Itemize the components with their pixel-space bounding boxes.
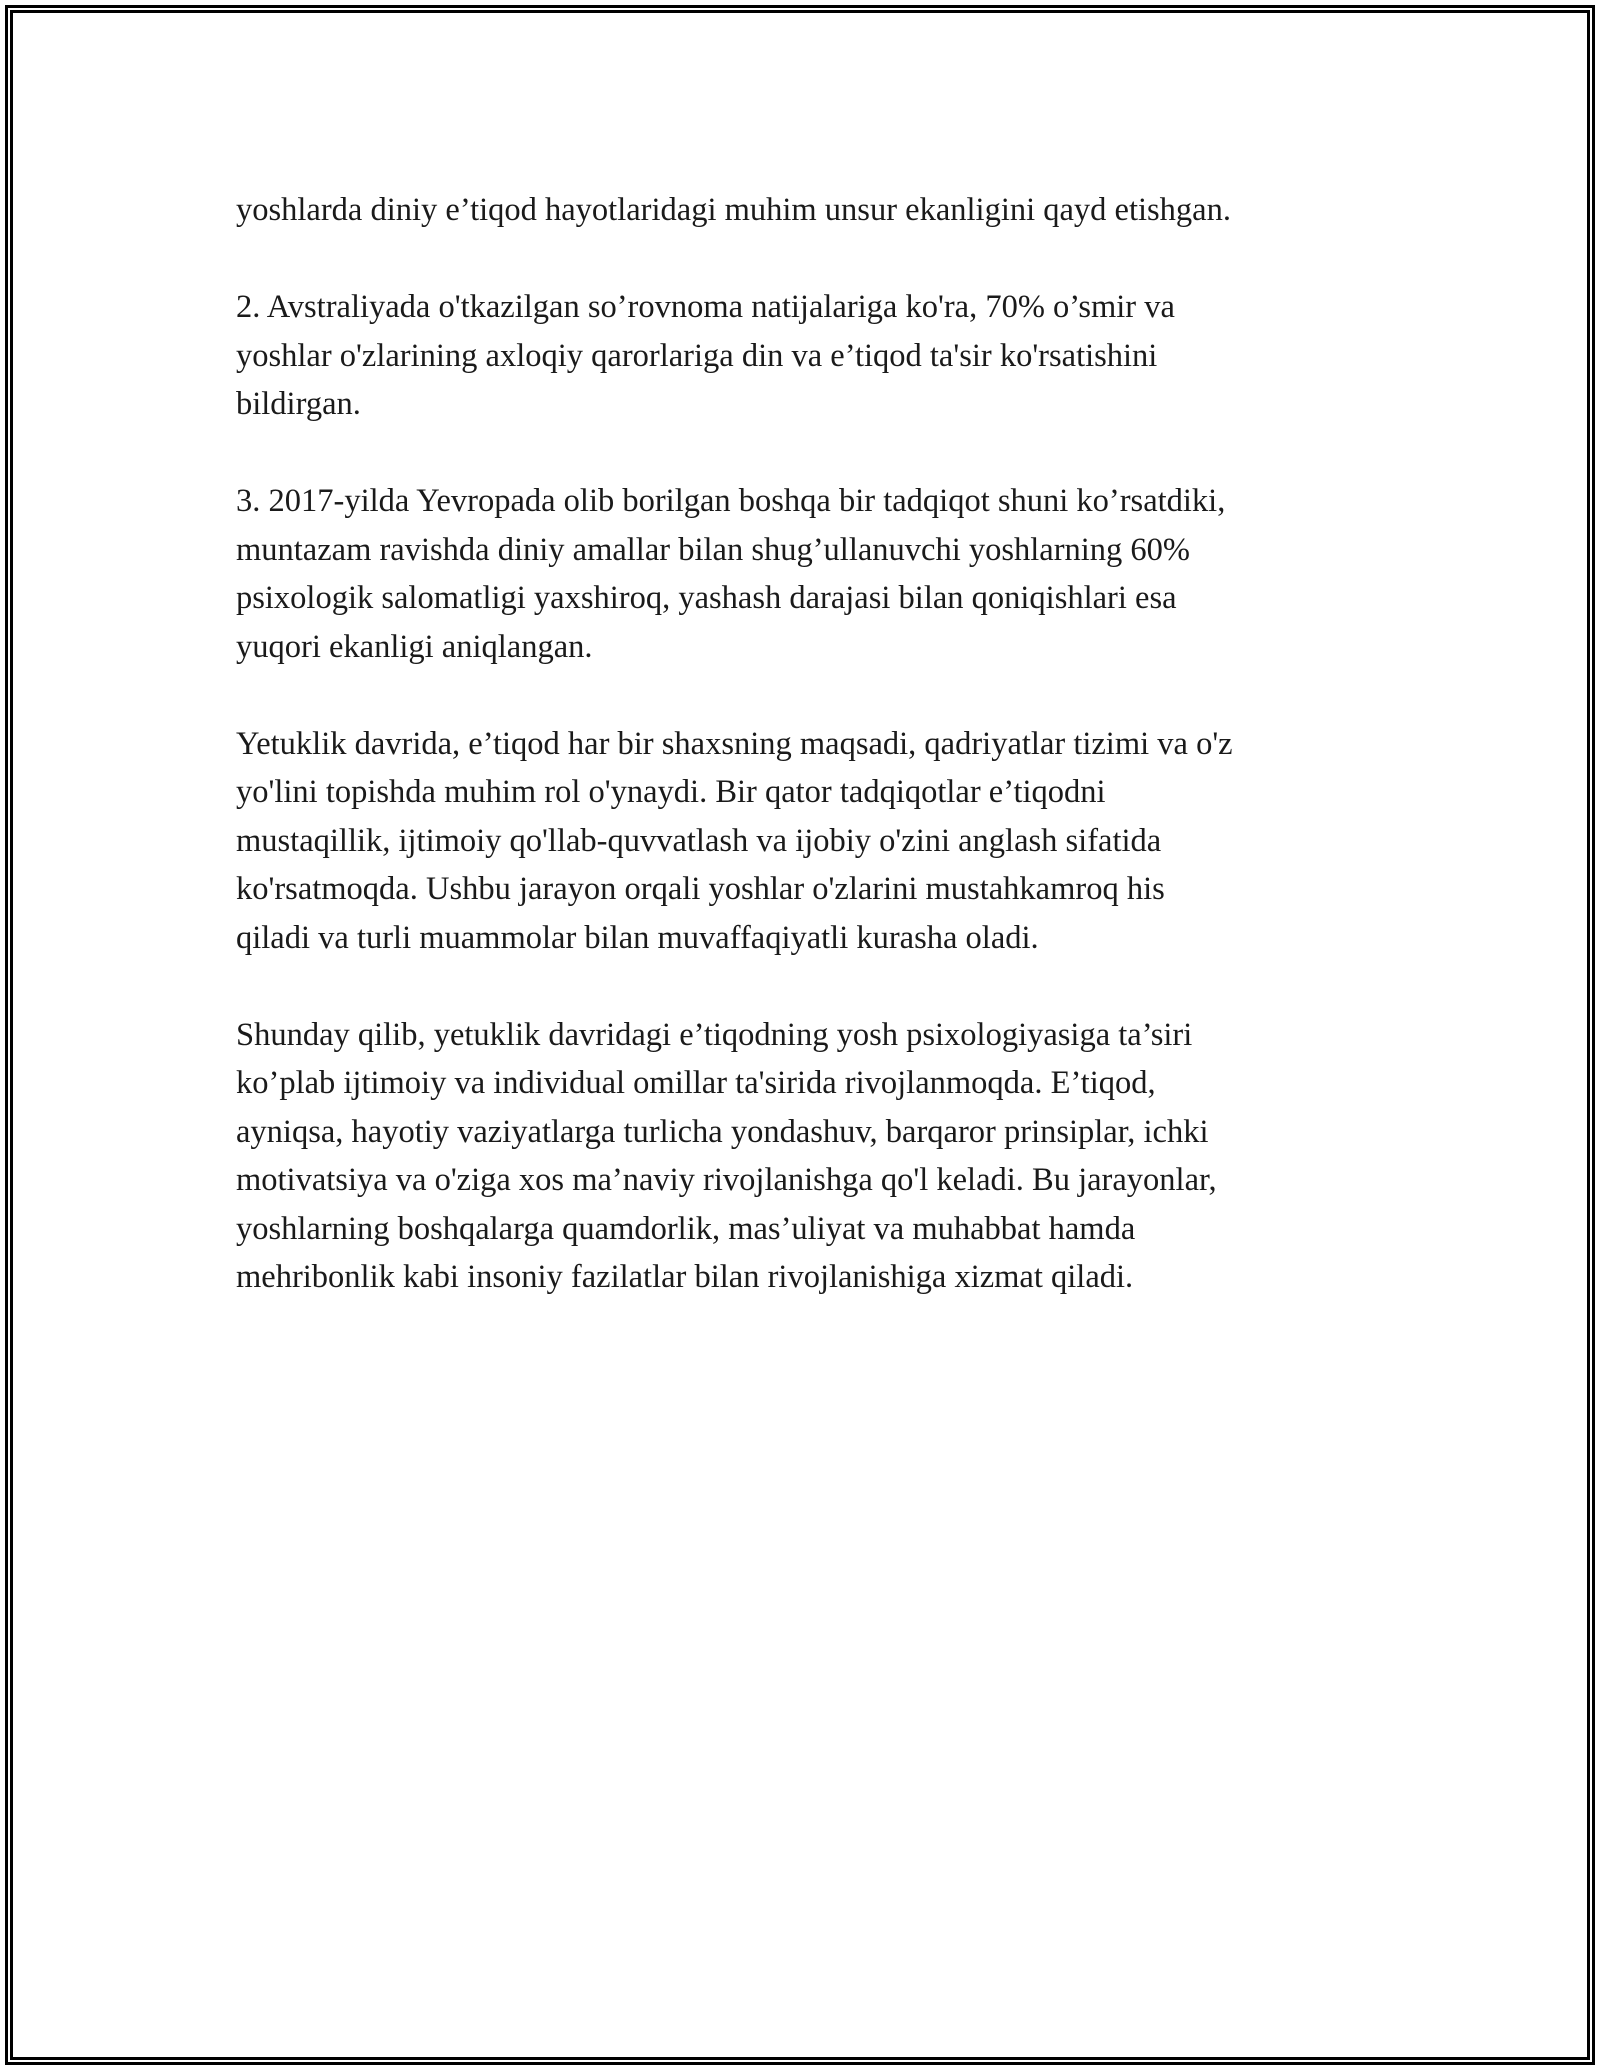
paragraph-item-3: 3. 2017-yilda Yevropada olib borilgan boshqa bir tadqiqot shuni ko’rsatdiki, muntazam ravishda diniy amallar bilan shug’ullanuvchi yoshlarning 60% psixologik salomatligi yaxshiroq, yashash darajasi bilan qoniqishlari esa yuqori ekanligi aniqlangan. xyxy=(236,483,1226,665)
paragraph-conclusion: Shunday qilib, yetuklik davridagi e’tiqodning yosh psixologiyasiga ta’siri ko’plab ijtimoiy va individual omillar ta'sirida rivojlanmoqda. E’tiqod, ayniqsa, hayotiy vaziyatlarga turlicha yondashuv, barqaror prinsiplar, ichki motivatsiya va o'ziga xos ma’naviy rivojlanishga qo'l keladi. Bu jarayonlar, yoshlarning boshqalarga quamdorlik, mas’uliyat va muhabbat hamda mehribonlik kabi insoniy fazilatlar bilan rivojlanishiga xizmat qiladi. xyxy=(236,1016,1217,1295)
paragraph-item-2: 2. Avstraliyada o'tkazilgan so’rovnoma natijalariga ko'ra, 70% o’smir va yoshlar o'zlarining axloqiy qarorlariga din va e’tiqod ta'sir ko'rsatishini bildirgan. xyxy=(236,289,1175,422)
paragraph-continuation: yoshlarda diniy e’tiqod hayotlaridagi muhim unsur ekanligini qayd etishgan. xyxy=(236,192,1231,228)
paragraph-maturity: Yetuklik davrida, e’tiqod har bir shaxsning maqsadi, qadriyatlar tizimi va o'z yo'lini topishda muhim rol o'ynaydi. Bir qator tadqiqotlar e’tiqodni mustaqillik, ijtimoiy qo'llab-quvvatlash va ijobiy o'zini anglash sifatida ko'rsatmoqda. Ushbu jarayon orqali yoshlar o'zlarini mustahkamroq his qiladi va turli muammolar bilan muvaffaqiyatli kurasha oladi. xyxy=(236,725,1233,956)
document-body xyxy=(236,186,1386,1350)
